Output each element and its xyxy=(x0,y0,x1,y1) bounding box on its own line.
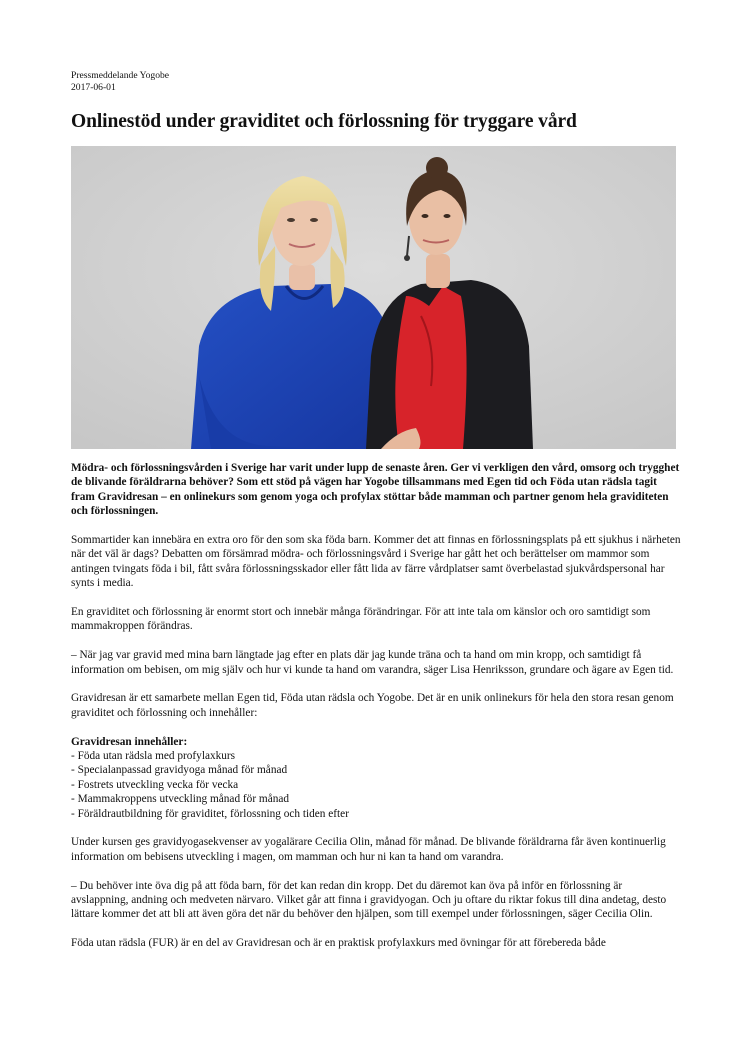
paragraph-2: En graviditet och förlossning är enormt stort och innebär många förändringar. För att inte tala om känslor och oro samtidigt som mammakroppen förändras. xyxy=(71,606,651,633)
press-date: 2017-06-01 xyxy=(71,81,116,93)
paragraph-3: – När jag var gravid med mina barn längtade jag efter en plats där jag kunde träna och ta hand om min kropp, och samtidigt få information om bebisen, om mig själv och hur vi kunde ta hand om varandra, säger Lisa Henriksson, grundare och ägare av Egen tid. xyxy=(71,649,674,676)
lead-paragraph: Mödra- och förlossningsvården i Sverige har varit under lupp de senaste åren. Ger vi verkligen den vård, omsorg och trygghet de blivande föräldrarna behöver? Som ett stöd på vägen har Yogobe tillsammans med Egen tid och Föda utan rädsla tagit fram Gravidresan – en onlinekurs som genom yoga och profylax stöttar både mamman och partner genom hela graviditeten och förlossningen. xyxy=(71,462,680,518)
paragraph-4: Gravidresan är ett samarbete mellan Egen tid, Föda utan rädsla och Yogobe. Det är en unik onlinekurs för hela den stora resan genom graviditet och förlossning och innehåller: xyxy=(71,692,674,719)
paragraph-6: – Du behöver inte öva dig på att föda barn, för det kan redan din kropp. Det du däremot kan öva på inför en förlossning är avslappning, andning och medveten närvaro. Vilket går att finna i gravidyogan. Och ju oftare du riktar fokus till dina andetag, desto lättare kommer det att bli att även göra det när du behöver den hjälpen, som till exempel under förlossningen, säger Cecilia Olin. xyxy=(71,879,667,921)
list-item: - Fostrets utveckling vecka för vecka xyxy=(71,778,239,791)
document-page xyxy=(71,70,681,950)
contents-list xyxy=(71,749,681,821)
paragraph-1: Sommartider kan innebära en extra oro för den som ska föda barn. Kommer det att finnas en förlossningsplats på ett sjukhus i närheten när det väl är dags? Debatten om försämrad mödra- och förlossningsvård i Sverige har gått het och berättelser om mammor som antingen tvingats föda i bil, fått svåra förlossningsskador eller fått lida av färre vårdplatser samt överbelastad sjukvårdspersonal har synts i media. xyxy=(71,534,681,590)
paragraph-7: Föda utan rädsla (FUR) är en del av Gravidresan och är en praktisk profylaxkurs med övningar för att förebereda både xyxy=(71,937,606,950)
list-title: Gravidresan innehåller: xyxy=(71,735,188,748)
paragraph-5: Under kursen ges gravidyogasekvenser av yogalärare Cecilia Olin, månad för månad. De blivande föräldrarna får även kontinuerlig information om bebisens utveckling i magen, om mamman och hur ni kan ta hand om varandra. xyxy=(71,836,666,863)
portrait-illustration xyxy=(71,146,676,449)
list-item: - Föda utan rädsla med profylaxkurs xyxy=(71,750,236,763)
list-item: - Specialanpassad gravidyoga månad för månad xyxy=(71,764,288,777)
article-body xyxy=(71,461,681,965)
list-item: - Föräldrautbildning för graviditet, förlossning och tiden efter xyxy=(71,807,349,820)
page-title: Onlinestöd under graviditet och förlossning för tryggare vård xyxy=(71,111,577,132)
document-meta xyxy=(71,70,677,93)
press-photo xyxy=(71,146,676,449)
press-source: Pressmeddelande Yogobe xyxy=(71,70,170,81)
list-item: - Mammakroppens utveckling månad för månad xyxy=(71,793,290,806)
